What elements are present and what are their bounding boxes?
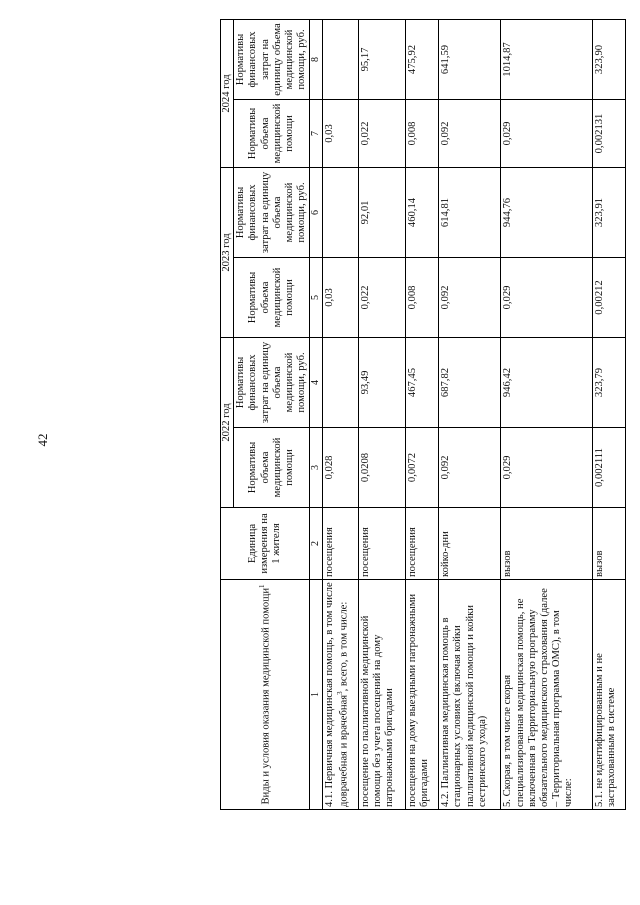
cell-value: 323,79 <box>593 338 626 428</box>
cell-value: 0,092 <box>439 100 501 168</box>
cell-value: 946,42 <box>501 338 593 428</box>
header-norm-cost: Нормативы финансовых затрат на единицу объема медицинской помощи, руб. <box>234 168 310 258</box>
table-row <box>593 20 626 810</box>
table-row <box>406 20 439 810</box>
header-norm-volume: Нормативы объема медицинской помощи <box>234 100 310 168</box>
row-name: 4.1. Первичная медицинская помощь, в том числе доврачебная и врачебная$^3$, всего, в том числе: <box>322 580 358 810</box>
row-unit: вызов <box>501 508 593 580</box>
header-year-2024: 2024 год <box>221 20 234 168</box>
header-unit: Единица измерения на 1 жителя <box>221 508 310 580</box>
header-norm-cost: Нормативы финансовых затрат на единицу объема медицинской помощи, руб. <box>234 20 310 100</box>
cell-value <box>322 168 358 258</box>
cell-value: 95,17 <box>358 20 406 100</box>
cell-value: 93,49 <box>358 338 406 428</box>
cell-value: 1014,87 <box>501 20 593 100</box>
cell-value: 641,59 <box>439 20 501 100</box>
header-year-2022: 2022 год <box>221 338 234 508</box>
cell-value: 460,14 <box>406 168 439 258</box>
cell-value: 0,092 <box>439 258 501 338</box>
cell-value: 323,90 <box>593 20 626 100</box>
cell-value: 0,008 <box>406 258 439 338</box>
header-norm-volume: Нормативы объема медицинской помощи <box>234 258 310 338</box>
cell-value: 0,092 <box>439 428 501 508</box>
row-unit: посещения <box>322 508 358 580</box>
cell-value: 0,0208 <box>358 428 406 508</box>
cell-value: 0,03 <box>322 100 358 168</box>
col-number: 3 <box>310 428 323 508</box>
cell-value: 0,029 <box>501 428 593 508</box>
header-norm-cost: Нормативы финансовых затрат на единицу объема медицинской помощи, руб. <box>234 338 310 428</box>
cell-value: 0,029 <box>501 258 593 338</box>
cell-value <box>322 338 358 428</box>
row-unit: вызов <box>593 508 626 580</box>
page-number: 42 <box>35 433 50 447</box>
cell-value: 944,76 <box>501 168 593 258</box>
table-row <box>501 20 593 810</box>
header-year-2023: 2023 год <box>221 168 234 338</box>
cell-value: 475,92 <box>406 20 439 100</box>
cell-value: 0,008 <box>406 100 439 168</box>
row-unit: посещения <box>358 508 406 580</box>
row-unit: койко-дни <box>439 508 501 580</box>
col-number: 1 <box>310 580 323 810</box>
col-number: 5 <box>310 258 323 338</box>
medical-norms-table <box>220 19 626 810</box>
cell-value: 0,022 <box>358 258 406 338</box>
table-row <box>322 20 358 810</box>
year-header-row <box>221 20 234 810</box>
col-number: 2 <box>310 508 323 580</box>
col-number: 7 <box>310 100 323 168</box>
column-number-row <box>310 20 323 810</box>
cell-value: 467,45 <box>406 338 439 428</box>
cell-value: 92,01 <box>358 168 406 258</box>
col-number: 6 <box>310 168 323 258</box>
row-unit: посещения <box>406 508 439 580</box>
cell-value: 614,81 <box>439 168 501 258</box>
cell-value: 0,029 <box>501 100 593 168</box>
table-row <box>358 20 406 810</box>
cell-value: 0,002111 <box>593 428 626 508</box>
cell-value: 0,002131 <box>593 100 626 168</box>
col-number: 8 <box>310 20 323 100</box>
row-name: посещения на дому выездными патронажными бригадами <box>406 580 439 810</box>
row-name: 5. Скорая, в том числе скорая специализированная медицинская помощь, не включенная в Территориальную программу обязательного медицинского страхования (далее – Территориальная программа ОМС), в том числе: <box>501 580 593 810</box>
cell-value: 0,022 <box>358 100 406 168</box>
cell-value: 0,00212 <box>593 258 626 338</box>
table-row <box>439 20 501 810</box>
rotated-table-container <box>220 20 626 810</box>
row-name: 5.1. не идентифицированным и не застрахованным в системе <box>593 580 626 810</box>
row-name: посещение по паллиативной медицинской помощи без учета посещений на дому патронажными бригадами <box>358 580 406 810</box>
row-name: 4.2. Паллиативная медицинская помощь в стационарных условиях (включая койки паллиативной медицинской помощи и койки сестринского ухода) <box>439 580 501 810</box>
header-norm-volume: Нормативы объема медицинской помощи <box>234 428 310 508</box>
header-type-of-care: Виды и условия оказания медицинской помощи$^1$ <box>221 580 310 810</box>
col-number: 4 <box>310 338 323 428</box>
cell-value: 0,03 <box>322 258 358 338</box>
cell-value: 323,91 <box>593 168 626 258</box>
cell-value: 687,82 <box>439 338 501 428</box>
cell-value: 0,0072 <box>406 428 439 508</box>
cell-value: 0,028 <box>322 428 358 508</box>
cell-value <box>322 20 358 100</box>
